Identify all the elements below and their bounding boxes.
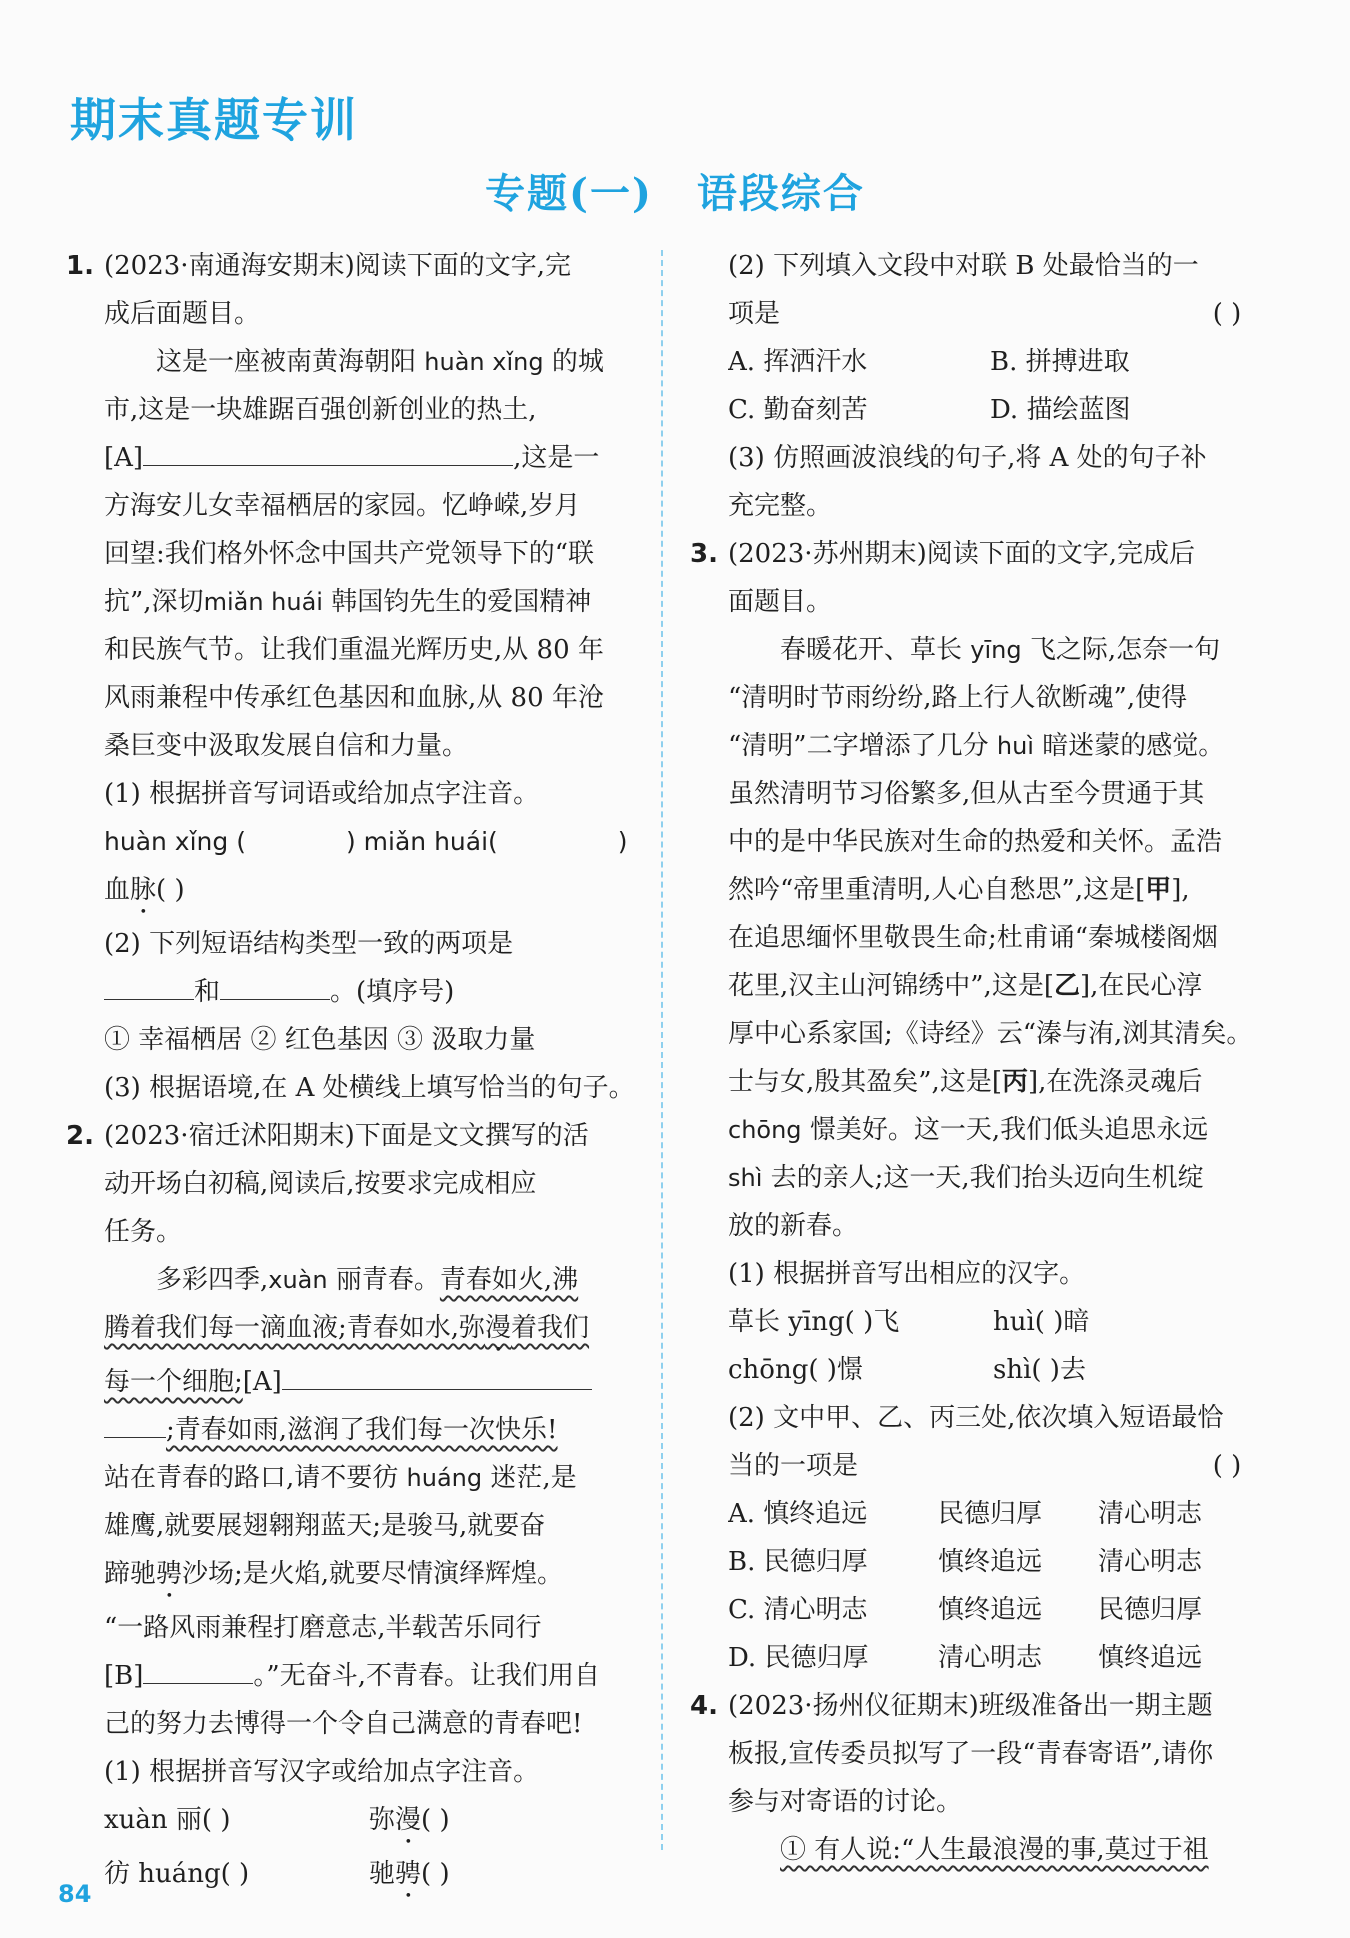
question-intro: (2023·苏州期末)阅读下面的文字,完成后: [728, 539, 1195, 569]
answer-blank-a[interactable]: [143, 439, 513, 466]
passage-line: 站在青春的路口,请不要彷 huáng 迷茫,是: [104, 1463, 577, 1493]
section-name: 语段综合: [696, 170, 865, 217]
option-row-a[interactable]: A. 慎终追远 民德归厚 清心明志: [728, 1499, 1203, 1529]
option-c[interactable]: C. 勤奋刻苦: [728, 395, 868, 425]
answer-paren[interactable]: ( ): [1212, 299, 1242, 329]
question-2-continued: [690, 242, 1264, 530]
passage-line: 方海安儿女幸福栖居的家园。忆峥嵘,岁月: [104, 491, 581, 521]
question-intro: 成后面题目。: [104, 299, 261, 329]
option-d[interactable]: D. 描绘蓝图: [990, 395, 1131, 425]
question-intro: (2023·扬州仪征期末)班级准备出一期主题: [728, 1691, 1213, 1721]
question-intro: 动开场白初稿,阅读后,按要求完成相应: [104, 1169, 537, 1199]
passage-line: 雄鹰,就要展翅翱翔蓝天;是骏马,就要奋: [104, 1511, 546, 1541]
question-intro: (2023·宿迁沭阳期末)下面是文文撰写的活: [104, 1121, 589, 1151]
question-intro: 板报,宣传委员拟写了一段“青春寄语”,请你: [728, 1739, 1214, 1769]
passage-line: 风雨兼程中传承红色基因和血脉,从 80 年沧: [104, 683, 604, 713]
passage-line: 市,这是一块雄踞百强创新创业的热土,: [104, 395, 537, 425]
passage-line: 己的努力去博得一个令自己满意的青春吧!: [104, 1709, 583, 1739]
page-number: 84: [58, 1880, 92, 1908]
passage-line: 每一个细胞;[A]: [104, 1358, 636, 1406]
answer-blank-b[interactable]: [143, 1657, 253, 1684]
passage-line: 抗”,深切miǎn huái 韩国钧先生的爱国精神: [104, 587, 592, 617]
passage-line: 多彩四季,xuàn 丽青春。青春如火,沸: [156, 1265, 579, 1295]
passage-line: ① 有人说:“人生最浪漫的事,莫过于祖: [780, 1835, 1209, 1865]
option-row: [728, 386, 1264, 434]
passage-line: chōng 憬美好。这一天,我们低头追思永远: [728, 1115, 1209, 1145]
sub-question: (1) 根据拼音写词语或给加点字注音。: [104, 779, 540, 809]
answer-row[interactable]: 彷 huáng( ) 驰骋( ): [104, 1859, 450, 1889]
section-title: [0, 162, 1350, 219]
sub-question: (3) 仿照画波浪线的句子,将 A 处的句子补: [728, 443, 1207, 473]
answer-row[interactable]: xuàn 丽( ) 弥漫( ): [104, 1805, 450, 1835]
sub-question: (1) 根据拼音写汉字或给加点字注音。: [104, 1757, 540, 1787]
sub-question: (3) 根据语境,在 A 处横线上填写恰当的句子。: [104, 1073, 635, 1103]
option-row: [728, 338, 1264, 386]
passage-line: “一路风雨兼程打磨意志,半载苦乐同行: [104, 1613, 542, 1643]
answer-row[interactable]: chōng( )憬 shì( )去: [728, 1355, 1086, 1385]
section-label: 专题(一): [485, 170, 653, 217]
passage-line: 这是一座被南黄海朝阳 huàn xǐng 的城: [156, 347, 604, 377]
passage-line: 花里,汉主山河锦绣中”,这是[乙],在民心淳: [728, 971, 1203, 1001]
question-intro: 面题目。: [728, 587, 833, 617]
question-1: [66, 242, 636, 1112]
sub-question: (2) 下列短语结构类型一致的两项是: [104, 929, 514, 959]
question-3: [690, 530, 1264, 1682]
passage-line: 春暖花开、草长 yīng 飞之际,怎奈一句: [780, 635, 1221, 665]
passage-line: 回望:我们格外怀念中国共产党领导下的“联: [104, 539, 595, 569]
answer-blank-a[interactable]: [282, 1363, 592, 1390]
passage-line: “清明时节雨纷纷,路上行人欲断魂”,使得: [728, 683, 1188, 713]
passage-line: [B] 。”无奋斗,不青春。让我们用自: [104, 1652, 636, 1700]
sub-question: (2) 文中甲、乙、丙三处,依次填入短语最恰: [728, 1403, 1224, 1433]
passage-line: 士与女,殷其盈矣”,这是[丙],在洗涤灵魂后: [728, 1067, 1203, 1097]
answer-row[interactable]: huàn xǐng ( ) miǎn huái( ): [104, 827, 628, 856]
column-divider: [661, 250, 663, 1850]
passage-line: 蹄驰骋沙场;是火焰,就要尽情演绎辉煌。: [104, 1559, 564, 1589]
passage-line: 中的是中华民族对生命的热爱和关怀。孟浩: [728, 827, 1223, 857]
question-number: 1.: [66, 251, 94, 281]
passage-line: 在追思缅怀里敬畏生命;杜甫诵“秦城楼阁烟: [728, 923, 1219, 953]
question-intro: (2023·南通海安期末)阅读下面的文字,完: [104, 251, 571, 281]
passage-line: 虽然清明节习俗繁多,但从古至今贯通于其: [728, 779, 1205, 809]
passage-line: 厚中心系家国;《诗经》云“溱与洧,浏其清矣。: [728, 1019, 1253, 1049]
sub-question: 项是 ( ): [728, 290, 1264, 338]
question-number: 2.: [66, 1121, 94, 1151]
question-2: [66, 1112, 636, 1904]
answer-paren[interactable]: ( ): [1212, 1451, 1242, 1481]
passage-line: 放的新春。: [728, 1211, 859, 1241]
left-column: [66, 242, 636, 1904]
question-number: 3.: [690, 539, 718, 569]
page-header-title: 期末真题专训: [70, 93, 358, 147]
option-list: ① 幸福栖居 ② 红色基因 ③ 汲取力量: [104, 1025, 536, 1055]
passage-line: 然吟“帝里重清明,人心自愁思”,这是[甲],: [728, 875, 1190, 905]
option-row-b[interactable]: B. 民德归厚 慎终追远 清心明志: [728, 1547, 1203, 1577]
option-row-d[interactable]: D. 民德归厚 清心明志 慎终追远: [728, 1643, 1203, 1673]
answer-row[interactable]: 血脉( ): [104, 875, 185, 905]
sub-question: (2) 下列填入文段中对联 B 处最恰当的一: [728, 251, 1199, 281]
passage-line: ;青春如雨,滋润了我们每一次快乐!: [104, 1406, 636, 1454]
option-a[interactable]: A. 挥洒汗水: [728, 347, 868, 377]
passage-line: [A] ,这是一: [104, 434, 636, 482]
answer-row[interactable]: 和 。(填序号): [104, 968, 636, 1016]
option-b[interactable]: B. 拼搏进取: [990, 347, 1130, 377]
passage-line: 腾着我们每一滴血液;青春如水,弥漫着我们: [104, 1313, 590, 1343]
passage-line: 桑巨变中汲取发展自信和力量。: [104, 731, 469, 761]
passage-line: shì 去的亲人;这一天,我们抬头迈向生机绽: [728, 1163, 1204, 1193]
right-column: [690, 242, 1264, 1874]
question-number: 4.: [690, 1691, 718, 1721]
option-row-c[interactable]: C. 清心明志 慎终追远 民德归厚: [728, 1595, 1203, 1625]
sub-question: 当的一项是 ( ): [728, 1442, 1264, 1490]
sub-question: 充完整。: [728, 491, 833, 521]
sub-question: (1) 根据拼音写出相应的汉字。: [728, 1259, 1086, 1289]
passage-line: 和民族气节。让我们重温光辉历史,从 80 年: [104, 635, 604, 665]
question-intro: 参与对寄语的讨论。: [728, 1787, 963, 1817]
passage-line: “清明”二字增添了几分 huì 暗迷蒙的感觉。: [728, 731, 1225, 761]
question-intro: 任务。: [104, 1217, 183, 1247]
question-4: [690, 1682, 1264, 1874]
answer-row[interactable]: 草长 yīng( )飞 huì( )暗: [728, 1307, 1090, 1337]
